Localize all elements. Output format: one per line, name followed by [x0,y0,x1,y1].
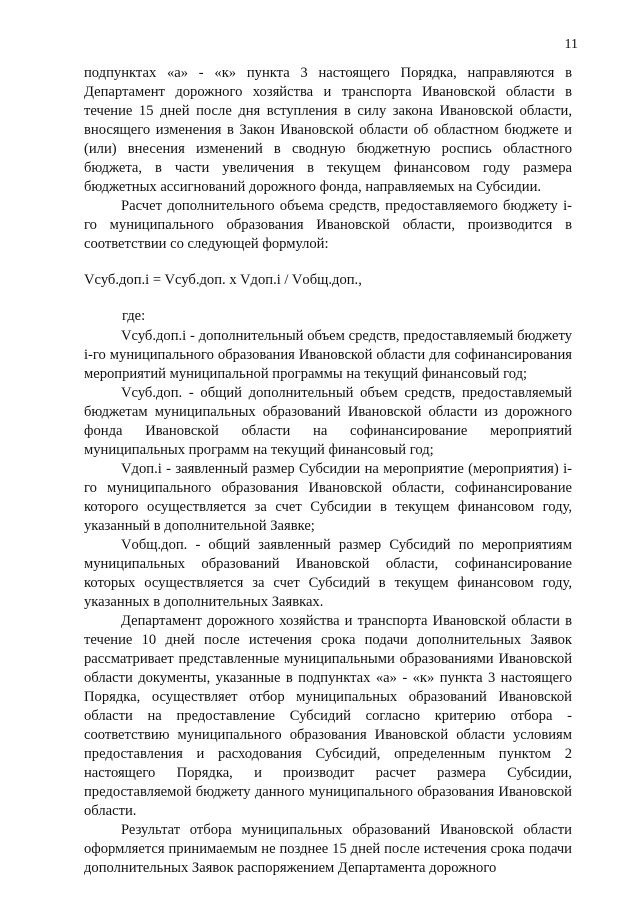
definition-vsub-dop-i: Vсуб.доп.i - дополнительный объем средств, предоставляемый бюджету i-го муниципального образования Ивановской области для софинансирования мероприятий муниципальной программы на текущий финансовый год; [84,328,572,382]
document-body [84,64,572,878]
definition-vsub-dop: Vсуб.доп. - общий дополнительный объем средств, предоставляемый бюджетам муниципальных образований Ивановской области из дорожного фонда Ивановской области на софинансирование мероприятий муниципальных программ на текущий финансовый год; [84,385,572,458]
definition-vobsch-dop: Vобщ.доп. - общий заявленный размер Субсидий по мероприятиям муниципальных образований Ивановской области, софинансирование которых осуществляется за счет Субсидий в текущем финансовом году, указанных в дополнительных Заявках. [84,537,572,610]
where-label: где: [122,308,146,324]
page-number: 11 [564,37,578,52]
definition-vdop-i: Vдоп.i - заявленный размер Субсидии на мероприятие (мероприятия) i-го муниципального образования Ивановской области, софинансирование которого осуществляется за счет Субсидии в текущем финансовом году, указанный в дополнительной Заявке; [84,461,572,534]
paragraph-selection-result: Результат отбора муниципальных образований Ивановской области оформляется принимаемым не позднее 15 дней после истечения срока подачи дополнительных Заявок распоряжением Департамента дорожного [84,822,572,876]
formula: Vсуб.доп.i = Vсуб.доп. x Vдоп.i / Vобщ.доп., [84,272,362,288]
paragraph-department-review: Департамент дорожного хозяйства и транспорта Ивановской области в течение 10 дней после истечения срока подачи дополнительных Заявок рассматривает представленные муниципальными образованиями Ивановской области документы, указанные в подпунктах «а» - «к» пункта 3 настоящего Порядка, осуществляет отбор муниципальных образований Ивановской области на предоставление Субсидий согласно критерию отбора - соответствию муниципального образования Ивановской области условиям предоставления и расходования Субсидий, определенным пунктом 2 настоящего Порядка, и производит расчет размера Субсидии, предоставляемой бюджету данного муниципального образования Ивановской области. [84,613,572,819]
paragraph-continuation: подпунктах «а» - «к» пункта 3 настоящего Порядка, направляются в Департамент дорожного хозяйства и транспорта Ивановской области в течение 15 дней после дня вступления в силу закона Ивановской области, вносящего изменения в Закон Ивановской области об областном бюджете и (или) внесения изменений в сводную бюджетную роспись областного бюджета, в части увеличения в текущем финансовом году размера бюджетных ассигнований дорожного фонда, направляемых на Субсидии. [84,65,572,195]
paragraph-calculation-intro: Расчет дополнительного объема средств, предоставляемого бюджету i-го муниципального образования Ивановской области, производится в соответствии со следующей формулой: [84,198,572,252]
